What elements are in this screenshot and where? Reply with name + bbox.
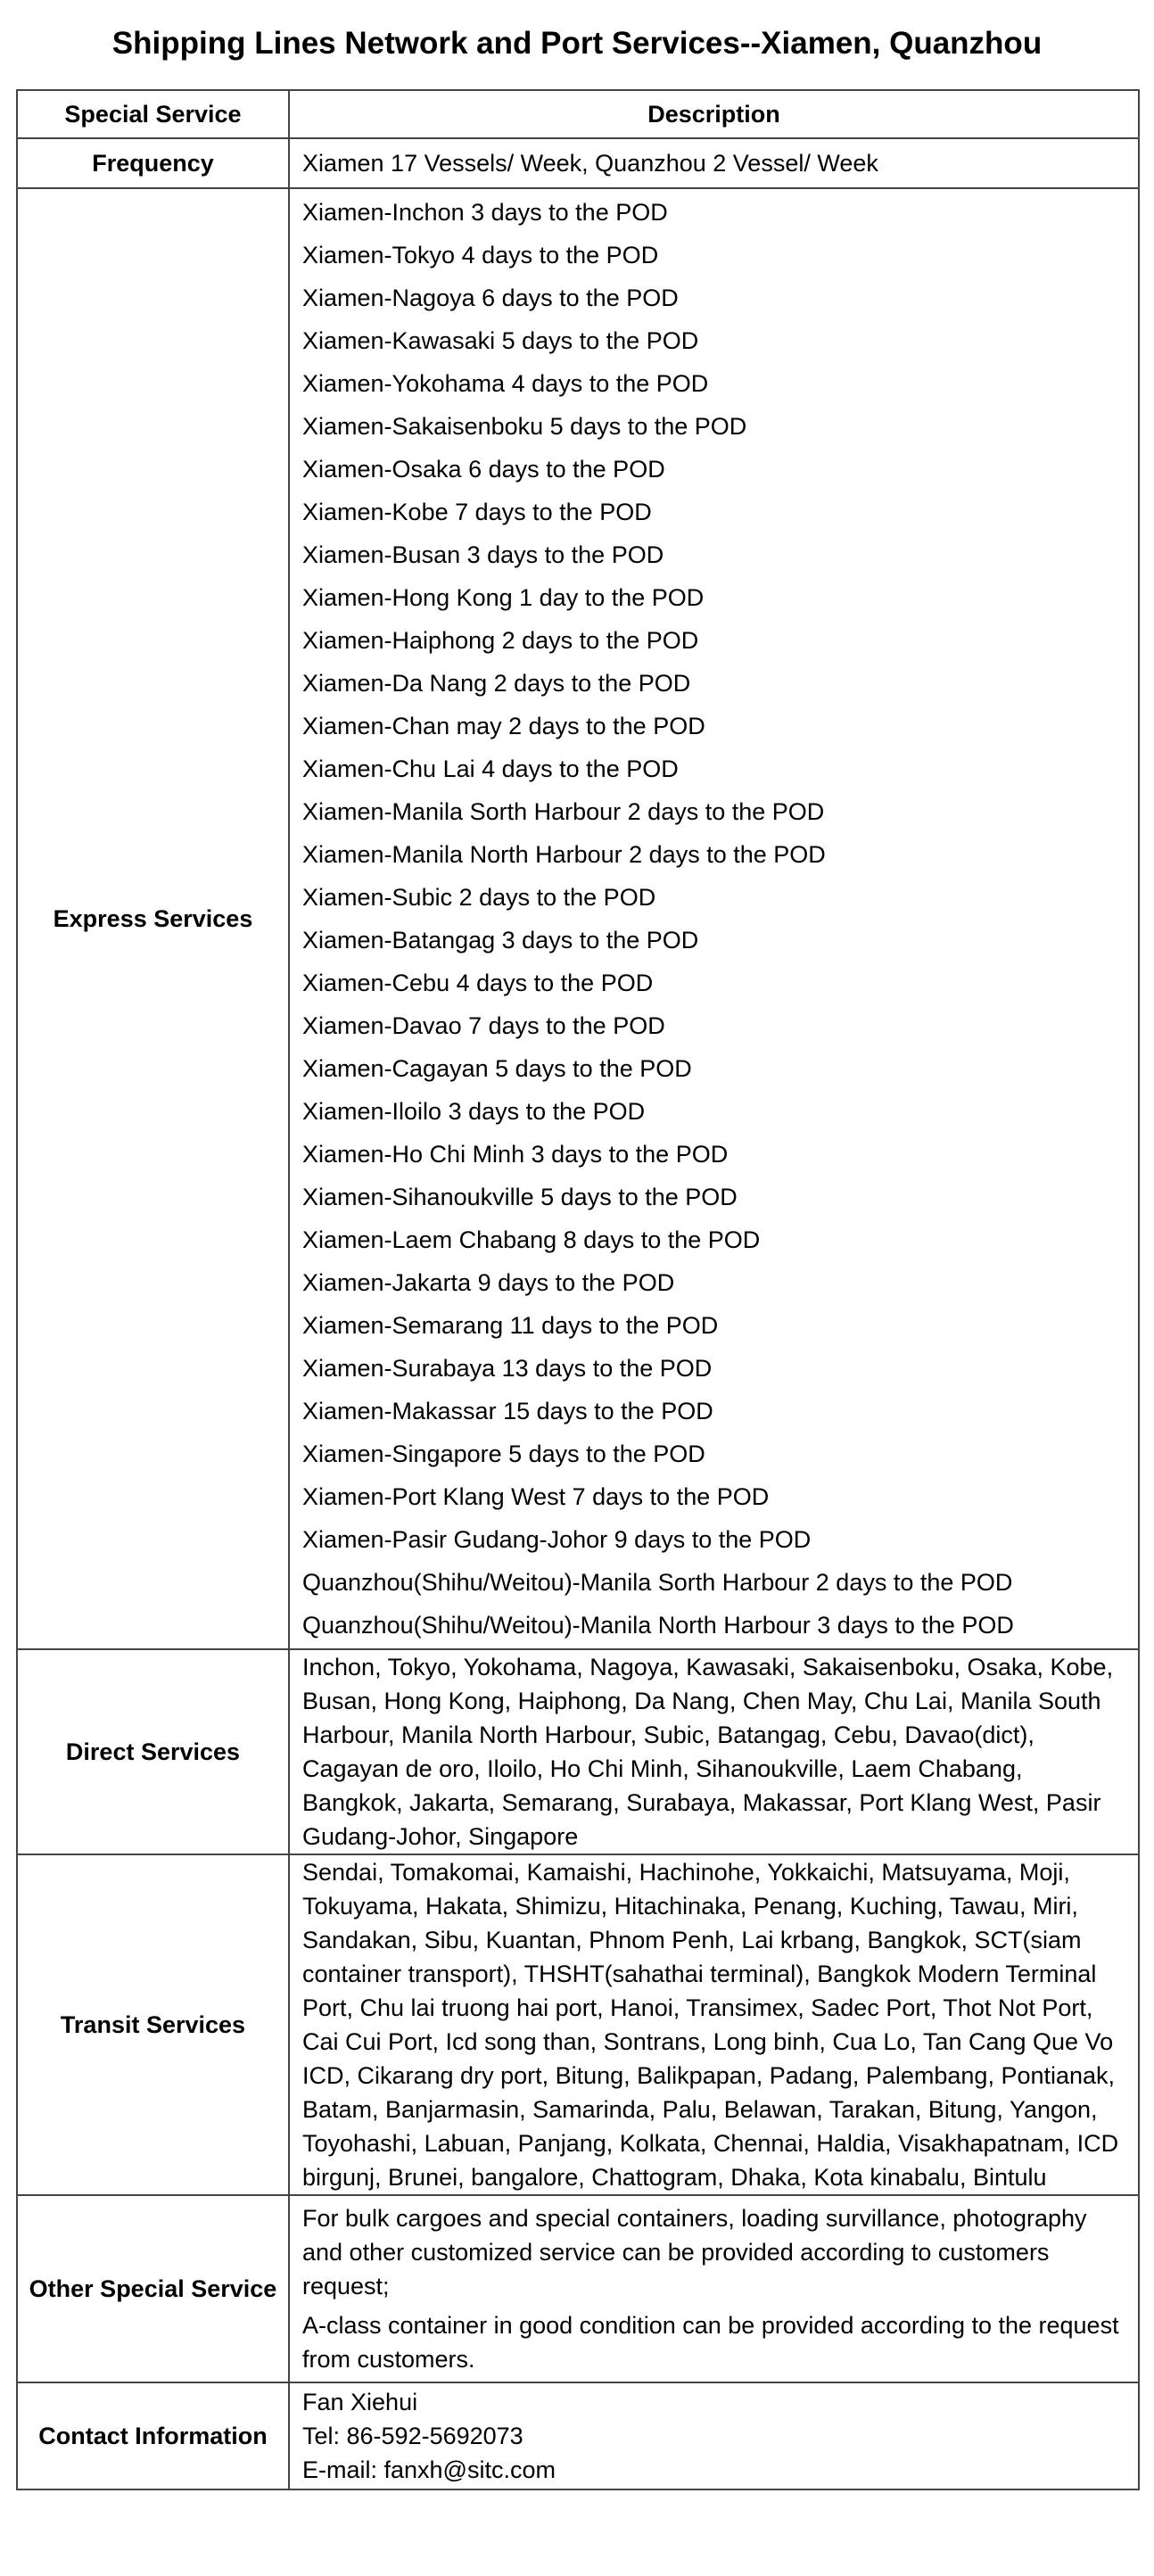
express-route-item: Xiamen-Batangag 3 days to the POD <box>302 927 699 954</box>
frequency-value: Xiamen 17 Vessels/ Week, Quanzhou 2 Vessel/ Week <box>289 138 1139 188</box>
direct-row <box>17 1649 1139 1854</box>
express-route-item: Xiamen-Manila Sorth Harbour 2 days to the POD <box>302 798 825 825</box>
transit-label: Transit Services <box>17 1854 289 2195</box>
express-route-item: Xiamen-Iloilo 3 days to the POD <box>302 1098 646 1125</box>
header-description: Description <box>289 90 1139 138</box>
express-route-item: Xiamen-Yokohama 4 days to the POD <box>302 370 709 397</box>
express-route-item: Xiamen-Nagoya 6 days to the POD <box>302 285 679 311</box>
other-row <box>17 2195 1139 2382</box>
express-route-item: Xiamen-Kawasaki 5 days to the POD <box>302 327 699 354</box>
express-route-item: Xiamen-Ho Chi Minh 3 days to the POD <box>302 1141 729 1168</box>
express-row <box>17 188 1139 1649</box>
express-route-item: Xiamen-Manila North Harbour 2 days to the POD <box>302 841 826 868</box>
express-route-item: Xiamen-Surabaya 13 days to the POD <box>302 1355 713 1382</box>
express-route-item: Xiamen-Sihanoukville 5 days to the POD <box>302 1184 738 1210</box>
other-label: Other Special Service <box>17 2195 289 2382</box>
contact-value <box>289 2382 1139 2489</box>
contact-name: Fan Xiehui <box>302 2389 418 2415</box>
express-route-item: Xiamen-Sakaisenboku 5 days to the POD <box>302 413 747 440</box>
express-route-item: Xiamen-Cebu 4 days to the POD <box>302 970 654 996</box>
express-route-item: Quanzhou(Shihu/Weitou)-Manila Sorth Harbour 2 days to the POD <box>302 1569 1013 1596</box>
contact-row <box>17 2382 1139 2489</box>
express-route-item: Xiamen-Subic 2 days to the POD <box>302 884 656 911</box>
header-row <box>17 90 1139 138</box>
express-route-item: Xiamen-Makassar 15 days to the POD <box>302 1398 713 1424</box>
express-route-item: Xiamen-Kobe 7 days to the POD <box>302 499 652 525</box>
express-route-item: Xiamen-Pasir Gudang-Johor 9 days to the POD <box>302 1526 812 1553</box>
frequency-label: Frequency <box>17 138 289 188</box>
contact-label: Contact Information <box>17 2382 289 2489</box>
direct-value <box>289 1649 1139 1854</box>
express-route-item: Xiamen-Osaka 6 days to the POD <box>302 456 665 483</box>
page-title: Shipping Lines Network and Port Services--Xiamen, Quanzhou <box>111 26 1043 61</box>
transit-text: Sendai, Tomakomai, Kamaishi, Hachinohe, Yokkaichi, Matsuyama, Moji, Tokuyama, Hakata, Shimizu, Hitachinaka, Penang, Kuching, Tawau, Miri, Sandakan, Sibu, Kuantan, Phnom Penh, Lai krbang, Bangkok, SCT(siam container transport), THSHT(sahathai terminal), Bangkok Modern Terminal Port, Chu lai truong hai port, Hanoi, Transimex, Sadec Port, Thot Not Port, Cai Cui Port, Icd song than, Sontrans, Long binh, Cua Lo, Tan Cang Que Vo ICD, Cikarang dry port, Bitung, Balikpapan, Padang, Palembang, Pontianak, Batam, Banjarmasin, Samarinda, Palu, Belawan, Tarakan, Bitung, Yangon, Toyohashi, Labuan, Panjang, Kolkata, Chennai, Haldia, Visakhapatnam, ICD birgunj, Brunei, bangalore, Chattogram, Dhaka, Kota kinabalu, Bintulu <box>302 1859 1119 2191</box>
express-route-item: Xiamen-Hong Kong 1 day to the POD <box>302 584 705 611</box>
express-route-item: Xiamen-Chan may 2 days to the POD <box>302 713 705 739</box>
express-route-item: Xiamen-Da Nang 2 days to the POD <box>302 670 691 697</box>
express-route-item: Xiamen-Davao 7 days to the POD <box>302 1012 665 1039</box>
express-route-item: Xiamen-Haiphong 2 days to the POD <box>302 627 699 654</box>
contact-tel: Tel: 86-592-5692073 <box>302 2423 523 2449</box>
express-route-item: Xiamen-Cagayan 5 days to the POD <box>302 1055 692 1082</box>
express-route-item: Xiamen-Singapore 5 days to the POD <box>302 1441 705 1467</box>
transit-row <box>17 1854 1139 2195</box>
services-table <box>16 89 1140 2490</box>
other-paragraph-2: A-class container in good condition can be provided according to the request from customers. <box>302 2312 1119 2373</box>
transit-value <box>289 1854 1139 2195</box>
direct-label: Direct Services <box>17 1649 289 1854</box>
express-route-item: Xiamen-Semarang 11 days to the POD <box>302 1312 719 1339</box>
other-paragraph-1: For bulk cargoes and special containers, loading survillance, photography and other customized service can be provided according to customers request; <box>302 2205 1087 2299</box>
contact-email: E-mail: fanxh@sitc.com <box>302 2456 556 2483</box>
express-label: Express Services <box>17 188 289 1649</box>
express-list <box>302 191 1129 1647</box>
express-route-item: Xiamen-Busan 3 days to the POD <box>302 541 664 568</box>
express-route-item: Xiamen-Chu Lai 4 days to the POD <box>302 755 679 782</box>
express-route-item: Xiamen-Tokyo 4 days to the POD <box>302 242 659 268</box>
other-value <box>289 2195 1139 2382</box>
express-route-item: Xiamen-Port Klang West 7 days to the POD <box>302 1483 770 1510</box>
header-special-service: Special Service <box>17 90 289 138</box>
direct-text: Inchon, Tokyo, Yokohama, Nagoya, Kawasaki, Sakaisenboku, Osaka, Kobe, Busan, Hong Kong, Haiphong, Da Nang, Chen May, Chu Lai, Manila South Harbour, Manila North Harbour, Subic, Batangag, Cebu, Davao(dict), Cagayan de oro, Iloilo, Ho Chi Minh, Sihanoukville, Laem Chabang, Bangkok, Jakarta, Semarang, Surabaya, Makassar, Port Klang West, Pasir Gudang-Johor, Singapore <box>302 1654 1114 1850</box>
express-route-item: Xiamen-Jakarta 9 days to the POD <box>302 1269 675 1296</box>
express-route-item: Xiamen-Inchon 3 days to the POD <box>302 199 668 226</box>
express-route-item: Xiamen-Laem Chabang 8 days to the POD <box>302 1226 761 1253</box>
frequency-row <box>17 138 1139 188</box>
express-route-item: Quanzhou(Shihu/Weitou)-Manila North Harbour 3 days to the POD <box>302 1612 1014 1639</box>
